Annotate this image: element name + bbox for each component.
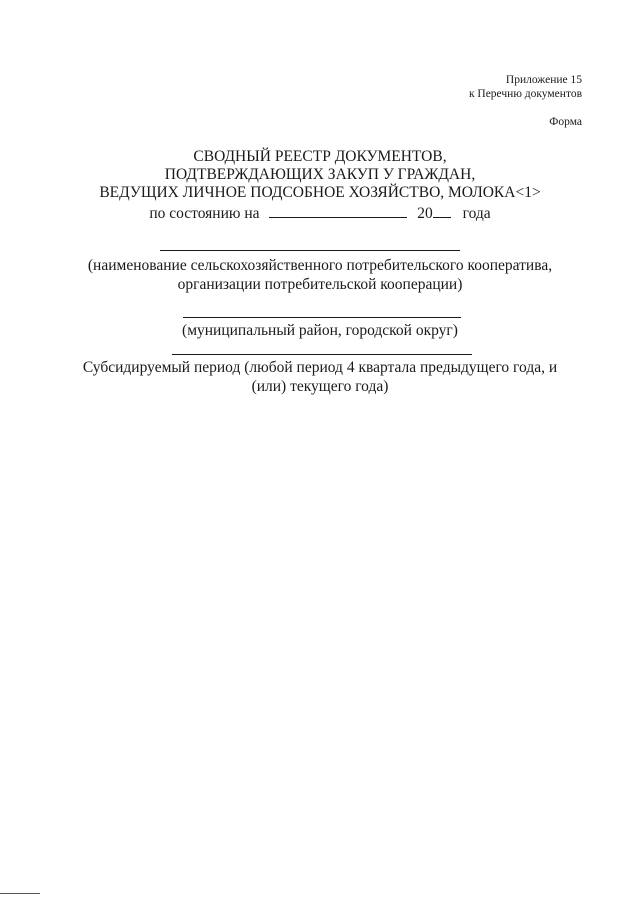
period-line <box>172 354 472 355</box>
cooperative-caption-line-2: организации потребительской кооперации) <box>177 276 463 293</box>
district-line <box>183 317 461 318</box>
form-label: Форма <box>549 116 582 128</box>
document-title <box>0 148 640 202</box>
period-caption-line-1: Субсидируемый период (любой период 4 квартала предыдущего года, и <box>82 359 558 376</box>
cooperative-caption <box>0 256 640 294</box>
annex-parent-document: к Перечню документов <box>468 88 582 100</box>
title-line-3: ВЕДУЩИХ ЛИЧНОЕ ПОДСОБНОЕ ХОЗЯЙСТВО, МОЛОКА<1> <box>99 184 541 201</box>
annex-number: Приложение 15 <box>505 74 582 86</box>
title-line-1: СВОДНЫЙ РЕЕСТР ДОКУМЕНТОВ, <box>193 148 447 165</box>
date-blank <box>269 204 407 218</box>
date-line <box>0 204 640 223</box>
year-blank <box>433 204 451 218</box>
annex-reference <box>469 73 582 101</box>
footnote-separator <box>0 893 40 894</box>
cooperative-name-line <box>160 250 460 251</box>
date-suffix: года <box>462 205 491 222</box>
district-caption: (муниципальный район, городской округ) <box>182 322 458 339</box>
cooperative-caption-line-1: (наименование сельскохозяйственного потребительского кооператива, <box>87 257 553 274</box>
year-prefix: 20 <box>417 205 433 222</box>
date-prefix: по состоянию на <box>149 205 260 222</box>
title-line-2: ПОДТВЕРЖДАЮЩИХ ЗАКУП У ГРАЖДАН, <box>164 166 476 183</box>
period-caption <box>0 358 640 396</box>
period-caption-line-2: (или) текущего года) <box>251 378 389 395</box>
